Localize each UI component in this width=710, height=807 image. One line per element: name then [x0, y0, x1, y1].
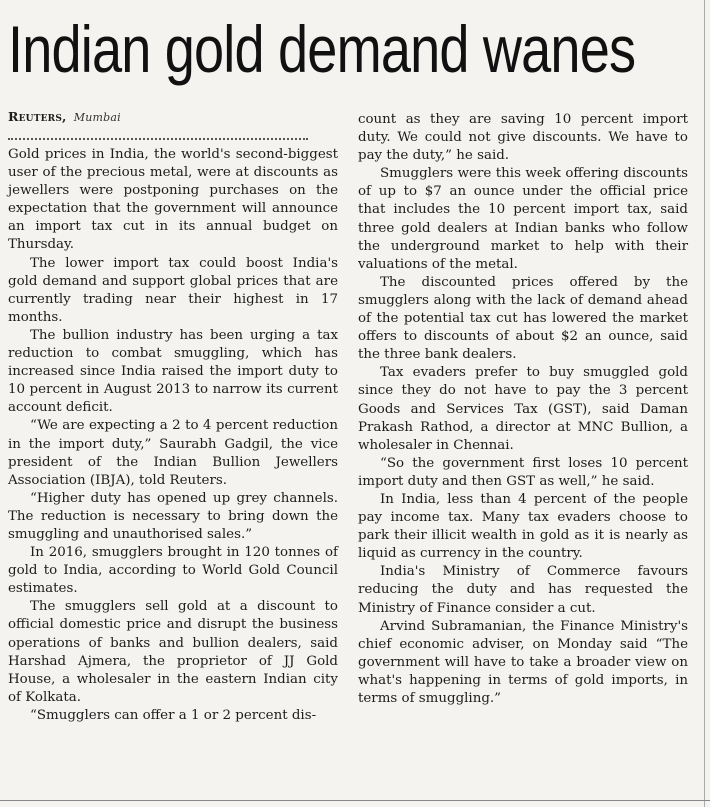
paragraph: Smugglers were this week offering discounts of up to $7 an ounce under the official price that includes the 10 percent import tax, said three gold dealers at Indian banks who follow the underground market to help with their valuations of the metal. — [358, 166, 688, 272]
right-column — [358, 111, 688, 708]
paragraph: In 2016, smugglers brought in 120 tonnes of gold to India, according to World Gold Council estimates. — [8, 545, 338, 597]
byline-agency: Reuters, — [8, 109, 67, 124]
byline-city: Mumbai — [73, 111, 121, 124]
paragraph: The bullion industry has been urging a tax reduction to combat smuggling, which has increased since India raised the import duty to 10 percent in August 2013 to narrow its current account deficit. — [8, 327, 338, 416]
paragraph: The smugglers sell gold at a discount to official domestic price and disrupt the business operations of banks and bullion dealers, said Harshad Ajmera, the proprietor of JJ Gold House, a wholesaler in the eastern Indian city of Kolkata. — [8, 599, 338, 705]
page-edge-rule — [704, 0, 705, 807]
paragraph-continuation: count as they are saving 10 percent import duty. We could not give discounts. We have to pay the duty,” he said. — [358, 112, 688, 164]
paragraph: The discounted prices offered by the smugglers along with the lack of demand ahead of the potential tax cut has lowered the market offers to discounts of about $2 an ounce, said the three bank dealers. — [358, 274, 688, 363]
headline: Indian gold demand wanes — [8, 12, 636, 86]
paragraph: “So the government first loses 10 percent import duty and then GST as well,” he said. — [358, 455, 688, 489]
paragraph: India's Ministry of Commerce favours reducing the duty and has requested the Ministry of Finance consider a cut. — [358, 564, 688, 616]
bottom-rule — [0, 800, 710, 801]
paragraph: “We are expecting a 2 to 4 percent reduction in the import duty,” Saurabh Gadgil, the vice president of the Indian Bullion Jewellers Association (IBJA), told Reuters. — [8, 418, 338, 488]
paragraph: The lower import tax could boost India's gold demand and support global prices that are currently trading near their highest in 17 months. — [8, 255, 338, 325]
paragraph: Gold prices in India, the world's second-biggest user of the precious metal, were at discounts as jewellers were postponing purchases on the expectation that the government will announce an import tax cut in its annual budget on Thursday. — [8, 147, 338, 253]
byline — [8, 108, 338, 128]
paragraph: “Smugglers can offer a 1 or 2 percent dis- — [30, 707, 317, 723]
left-column — [8, 108, 338, 725]
paragraph: Tax evaders prefer to buy smuggled gold since they do not have to pay the 3 percent Goods and Services Tax (GST), said Daman Prakash Rathod, a director at MNC Bullion, a wholesaler in Chennai. — [358, 365, 688, 453]
paragraph: In India, less than 4 percent of the people pay income tax. Many tax evaders choose to park their illicit wealth in gold as it is nearly as liquid as currency in the country. — [358, 491, 688, 562]
paragraph: Arvind Subramanian, the Finance Ministry's chief economic adviser, on Monday said “The government will have to take a broader view on what's happening in terms of gold imports, in terms of smuggling.” — [358, 618, 688, 706]
byline-divider — [8, 128, 308, 140]
paragraph: “Higher duty has opened up grey channels. The reduction is necessary to bring down the smuggling and unauthorised sales.” — [8, 490, 338, 542]
